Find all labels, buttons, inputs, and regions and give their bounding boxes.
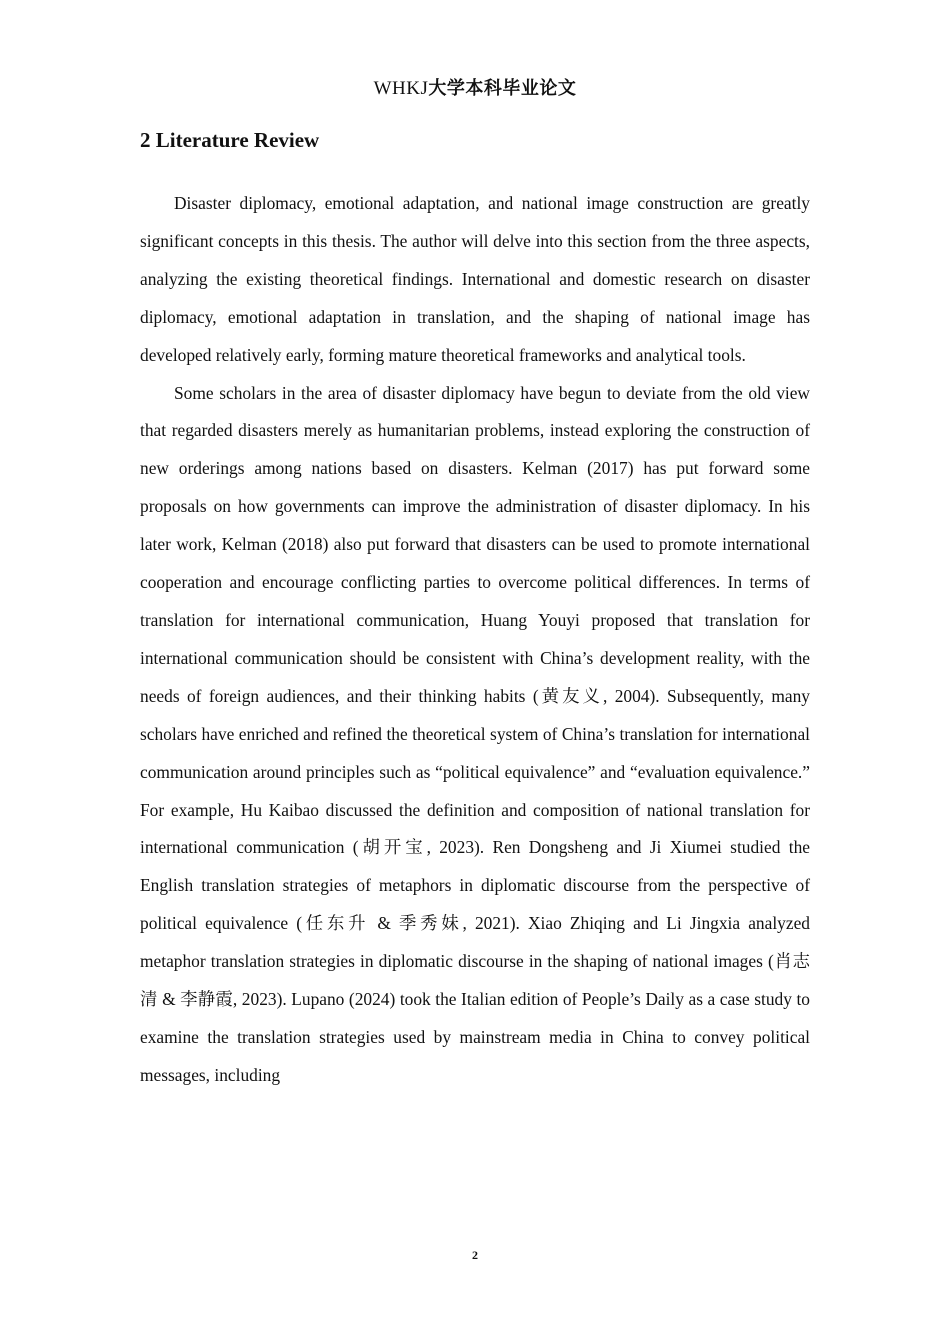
paragraph-2: Some scholars in the area of disaster diplomacy have begun to deviate from the old view that regarded disasters merely as humanitarian problems, instead exploring the construction of new orderings among nations based on disasters. Kelman (2017) has put forward some proposals on how governments can improve the administration of disaster diplomacy. In his later work, Kelman (2018) also put forward that disasters can be used to promote international cooperation and encourage conflicting parties to overcome political differences. In terms of translation for international communication, Huang Youyi proposed that translation for international communication should be consistent with China’s development reality, with the needs of foreign audiences, and their thinking habits (黄友义, 2004). Subsequently, many scholars have enriched and refined the theoretical system of China’s translation for international communication around principles such as “political equivalence” and “evaluation equivalence.” For example, Hu Kaibao discussed the definition and composition of national translation for international communication (胡开宝, 2023). Ren Dongsheng and Ji Xiumei studied the English translation strategies of metaphors in diplomatic discourse from the perspective of political equivalence (任东升 & 季秀妹, 2021). Xiao Zhiqing and Li Jingxia analyzed metaphor translation strategies in diplomatic discourse in the shaping of national images (肖志清 & 李静霞, 2023). Lupano (2024) took the Italian edition of People’s Daily as a case study to examine the translation strategies used by mainstream media in China to convey political messages, including	[140, 382, 810, 1085]
paragraph-1: Disaster diplomacy, emotional adaptation, and national image construction are greatly significant concepts in this thesis. The author will delve into this section from the three aspects, analyzing the existing theoretical findings. International and domestic research on disaster diplomacy, emotional adaptation in translation, and the shaping of national image has developed relatively early, forming mature theoretical frameworks and analytical tools.	[140, 193, 810, 365]
section-title: 2 Literature Review	[140, 128, 320, 152]
running-header	[0, 74, 950, 100]
body-text	[140, 185, 810, 1095]
header-title-cn: 大学本科毕业论文	[428, 78, 577, 99]
page-number: 2	[472, 1248, 478, 1262]
header-prefix: WHKJ	[373, 78, 429, 99]
